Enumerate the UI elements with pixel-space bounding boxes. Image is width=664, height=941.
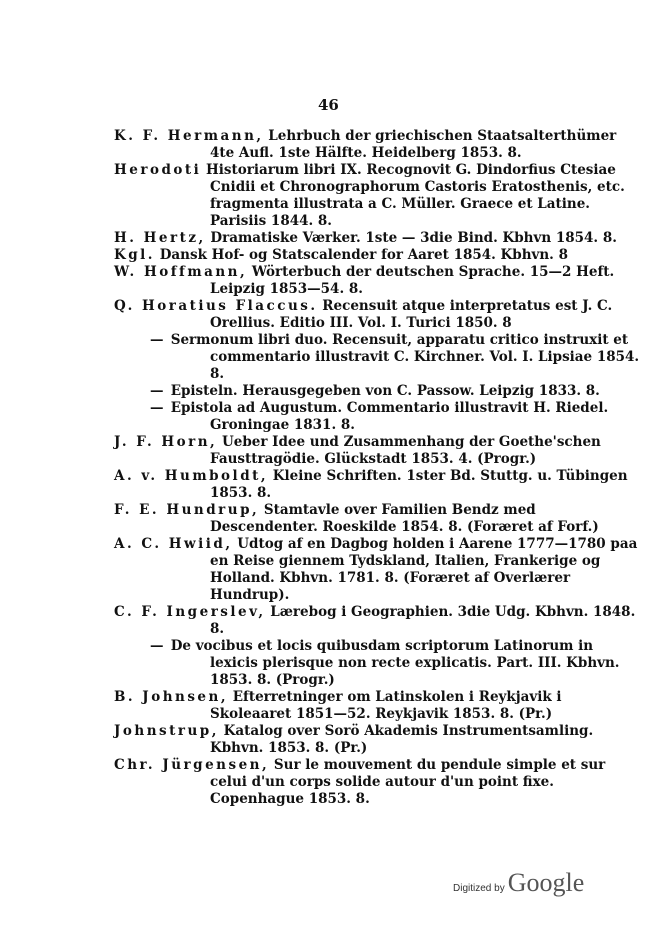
- bibliography-entry: [114, 128, 644, 162]
- ditto-dash: —: [150, 383, 166, 399]
- entry-text: Epistola ad Augustum. Commentario illustravit H. Riedel. Groningae 1831. 8.: [166, 400, 609, 433]
- entry-author: Johnstrup,: [114, 723, 219, 739]
- entry-author: Kgl.: [114, 247, 156, 263]
- entry-text: Historiarum libri IX. Recognovit G. Dindorfius Ctesiae Cnidii et Chronographorum Castoris Eratosthenis, etc. fragmenta illustrata a C. Müller. Graece et Latine. Parisiis 1844. 8.: [201, 162, 625, 229]
- entry-author: A. v. Humboldt,: [114, 468, 269, 484]
- entry-author: C. F. Ingerslev,: [114, 604, 266, 620]
- entry-text: Sur le mouvement du pendule simple et sur celui d'un corps solide autour d'un point fixe. Copenhague 1853. 8.: [210, 757, 606, 807]
- entry-author: B. Johnsen,: [114, 689, 229, 705]
- digitized-label: Digitized by: [453, 883, 505, 894]
- bibliography-entry: [114, 468, 644, 502]
- entry-author: W. Hoffmann,: [114, 264, 248, 280]
- entry-text: Stamtavle over Familien Bendz med Descendenter. Roeskilde 1854. 8. (Foræret af Forf.): [210, 502, 599, 535]
- bibliography-entry: [114, 536, 644, 604]
- ditto-dash: —: [150, 332, 166, 348]
- bibliography-entry: [114, 638, 644, 689]
- entry-author: F. E. Hundrup,: [114, 502, 260, 518]
- page-number: 46: [318, 96, 339, 114]
- bibliography-entry: [114, 230, 644, 247]
- entry-text: Dansk Hof- og Statscalender for Aaret 1854. Kbhvn. 8: [155, 247, 568, 263]
- bibliography-entry: [114, 162, 644, 230]
- entry-text: Katalog over Sorö Akademis Instrumentsamling. Kbhvn. 1853. 8. (Pr.): [210, 723, 594, 756]
- digitized-by-google-watermark: [453, 868, 584, 898]
- bibliography-entry: [114, 264, 644, 298]
- bibliography-entry: [114, 383, 644, 400]
- entry-text: Udtog af en Dagbog holden i Aarene 1777—1780 paa en Reise giennem Tydskland, Italien, Frankerige og Holland. Kbhvn. 1781. 8. (Foræret af Overlærer Hundrup).: [210, 536, 638, 603]
- bibliography-entry: [114, 434, 644, 468]
- entry-author: J. F. Horn,: [114, 434, 218, 450]
- google-logo: Google: [507, 868, 585, 897]
- entry-text: Kleine Schriften. 1ster Bd. Stuttg. u. Tübingen 1853. 8.: [210, 468, 628, 501]
- entry-text: Lehrbuch der griechischen Staatsalterthümer 4te Aufl. 1ste Hälfte. Heidelberg 1853. 8.: [210, 128, 617, 161]
- bibliography-entry: [114, 502, 644, 536]
- bibliography-entry: [114, 298, 644, 332]
- entry-author: K. F. Hermann,: [114, 128, 264, 144]
- entry-text: Dramatiske Værker. 1ste — 3die Bind. Kbhvn 1854. 8.: [205, 230, 617, 246]
- entry-text: De vocibus et locis quibusdam scriptorum Latinorum in lexicis plerisque non recte explicatis. Part. III. Kbhvn. 1853. 8. (Progr.): [166, 638, 620, 688]
- bibliography-entry: [114, 332, 644, 383]
- entry-text: Efterretninger om Latinskolen i Reykjavik i Skoleaaret 1851—52. Reykjavik 1853. 8. (Pr.): [210, 689, 562, 722]
- entry-text: Ueber Idee und Zusammenhang der Goethe'schen Fausttragödie. Glückstadt 1853. 4. (Progr.): [210, 434, 601, 467]
- entry-author: Q. Horatius Flaccus.: [114, 298, 318, 314]
- bibliography-entry: [114, 604, 644, 638]
- bibliography-list: [114, 128, 644, 808]
- entry-text: Lærebog i Geographien. 3die Udg. Kbhvn. 1848. 8.: [210, 604, 636, 637]
- entry-author: Herodoti: [114, 162, 202, 178]
- entry-author: Chr. Jürgensen,: [114, 757, 270, 773]
- entry-text: Sermonum libri duo. Recensuit, apparatu critico instruxit et commentario illustravit C. Kirchner. Vol. I. Lipsiae 1854. 8.: [166, 332, 640, 382]
- bibliography-entry: [114, 757, 644, 808]
- entry-author: H. Hertz,: [114, 230, 206, 246]
- bibliography-entry: [114, 723, 644, 757]
- entry-author: A. C. Hwiid,: [114, 536, 233, 552]
- entry-text: Wörterbuch der deutschen Sprache. 15—2 Heft. Leipzig 1853—54. 8.: [210, 264, 615, 297]
- bibliography-entry: [114, 247, 644, 264]
- ditto-dash: —: [150, 400, 166, 416]
- entry-text: Recensuit atque interpretatus est J. C. Orellius. Editio III. Vol. I. Turici 1850. 8: [210, 298, 613, 331]
- bibliography-entry: [114, 689, 644, 723]
- ditto-dash: —: [150, 638, 166, 654]
- entry-text: Episteln. Herausgegeben von C. Passow. Leipzig 1833. 8.: [166, 383, 600, 399]
- bibliography-entry: [114, 400, 644, 434]
